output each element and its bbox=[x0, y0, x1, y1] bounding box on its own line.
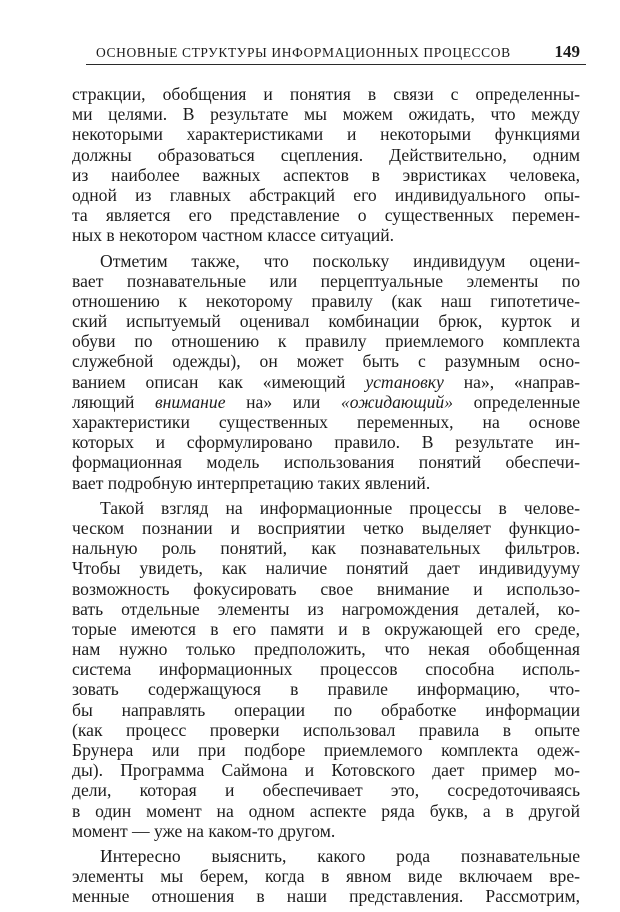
text-line: та является его представление о существенных перемен- bbox=[72, 205, 580, 226]
running-header-title: ОСНОВНЫЕ СТРУКТУРЫ ИНФОРМАЦИОННЫХ ПРОЦЕССОВ bbox=[96, 45, 511, 60]
italic-term: внимание bbox=[154, 391, 226, 412]
paragraph-1 bbox=[72, 84, 580, 246]
text-line: отношению к некоторому правилу (как наш гипотетиче- bbox=[72, 290, 580, 311]
text-fragment: ляющий bbox=[72, 391, 155, 412]
text-line: ды). Программа Саймона и Котовского дает пример мо- bbox=[72, 760, 580, 781]
text-line: вает подробную интерпретацию таких явлений. bbox=[72, 472, 431, 493]
paragraph-2 bbox=[72, 251, 580, 493]
text-line bbox=[72, 372, 580, 392]
text-line: ческом познании и восприятии четко выделяет функцио- bbox=[72, 517, 580, 538]
text-line: вать отдельные элементы из нагромождения деталей, ко- bbox=[72, 598, 580, 619]
text-line: одной из главных абстракций его индивидуального опы- bbox=[72, 184, 580, 205]
text-line: в один момент на одном аспекте ряда букв, а в другой bbox=[72, 800, 580, 821]
text-line: из наиболее важных аспектов в эвристиках человека, bbox=[72, 164, 580, 185]
text-line: вает познавательные или перцептуальные элементы по bbox=[72, 270, 580, 291]
text-line: обуви по отношению к правилу приемлемого комплекта bbox=[72, 331, 580, 352]
body-text bbox=[72, 84, 580, 912]
text-line: момент — уже на каком-то другом. bbox=[72, 820, 336, 841]
italic-term: установку bbox=[365, 371, 444, 392]
text-line: некоторыми характеристиками и некоторыми функциями bbox=[72, 124, 580, 145]
text-line: нам нужно только предположить, что некая обобщенная bbox=[72, 639, 580, 660]
text-line: ных в некотором частном классе ситуаций. bbox=[72, 225, 395, 246]
text-line: характеристики существенных переменных, на основе bbox=[72, 412, 580, 432]
text-line: дели, которая и обеспечивает это, сосредоточиваясь bbox=[72, 780, 580, 801]
text-line: Интересно выяснить, какого рода познавательные bbox=[100, 845, 580, 866]
text-line: зовать содержащуюся в правиле информацию, что- bbox=[72, 679, 580, 700]
text-fragment: определенные bbox=[453, 391, 581, 412]
text-line: Такой взгляд на информационные процессы в челове- bbox=[100, 497, 580, 518]
text-line: должны образоваться сцепления. Действительно, одним bbox=[72, 144, 580, 165]
text-line: стракции, обобщения и понятия в связи с определенны- bbox=[72, 84, 580, 104]
text-fragment: на» или bbox=[225, 391, 341, 412]
text-line: Брунера или при подборе приемлемого комплекта одеж- bbox=[72, 740, 580, 760]
text-line: формационная модель использования понятий обеспечи- bbox=[72, 452, 580, 473]
text-line: ми целями. В результате мы можем ожидать, что между bbox=[72, 104, 580, 125]
text-line: возможность фокусировать свое внимание и использо- bbox=[72, 578, 580, 599]
paragraph-4 bbox=[72, 846, 580, 907]
running-header bbox=[86, 44, 586, 65]
text-line: торые имеются в его памяти и в окружающей его среде, bbox=[72, 618, 580, 639]
text-fragment: ванием описан как «имеющий bbox=[72, 371, 366, 392]
text-line: менные отношения в наши представления. Рассмотрим, bbox=[72, 886, 580, 907]
text-line: элементы мы берем, когда в явном виде включаем вре- bbox=[72, 866, 580, 887]
text-line: Чтобы увидеть, как наличие понятий дает индивидууму bbox=[72, 558, 580, 579]
italic-term: «ожидающий» bbox=[340, 391, 454, 412]
text-line: (как процесс проверки использовал правила в опыте bbox=[72, 719, 580, 740]
text-line bbox=[72, 392, 580, 412]
text-line: система информационных процессов способна исполь- bbox=[72, 659, 580, 680]
text-line: нальную роль понятий, как познавательных фильтров. bbox=[72, 538, 580, 559]
paragraph-3 bbox=[72, 498, 580, 841]
text-line: ский испытуемый оценивал комбинации брюк, курток и bbox=[72, 311, 580, 332]
text-line: служебной одежды), он может быть с разумным осно- bbox=[72, 351, 580, 372]
text-line: которых и сформулировано правило. В результате ин- bbox=[72, 432, 580, 453]
page-number: 149 bbox=[554, 42, 580, 61]
text-line: Отметим также, что поскольку индивидуум оцени- bbox=[100, 250, 580, 271]
text-line: бы направлять операции по обработке информации bbox=[72, 699, 580, 720]
text-fragment: на», «направ- bbox=[463, 371, 580, 392]
